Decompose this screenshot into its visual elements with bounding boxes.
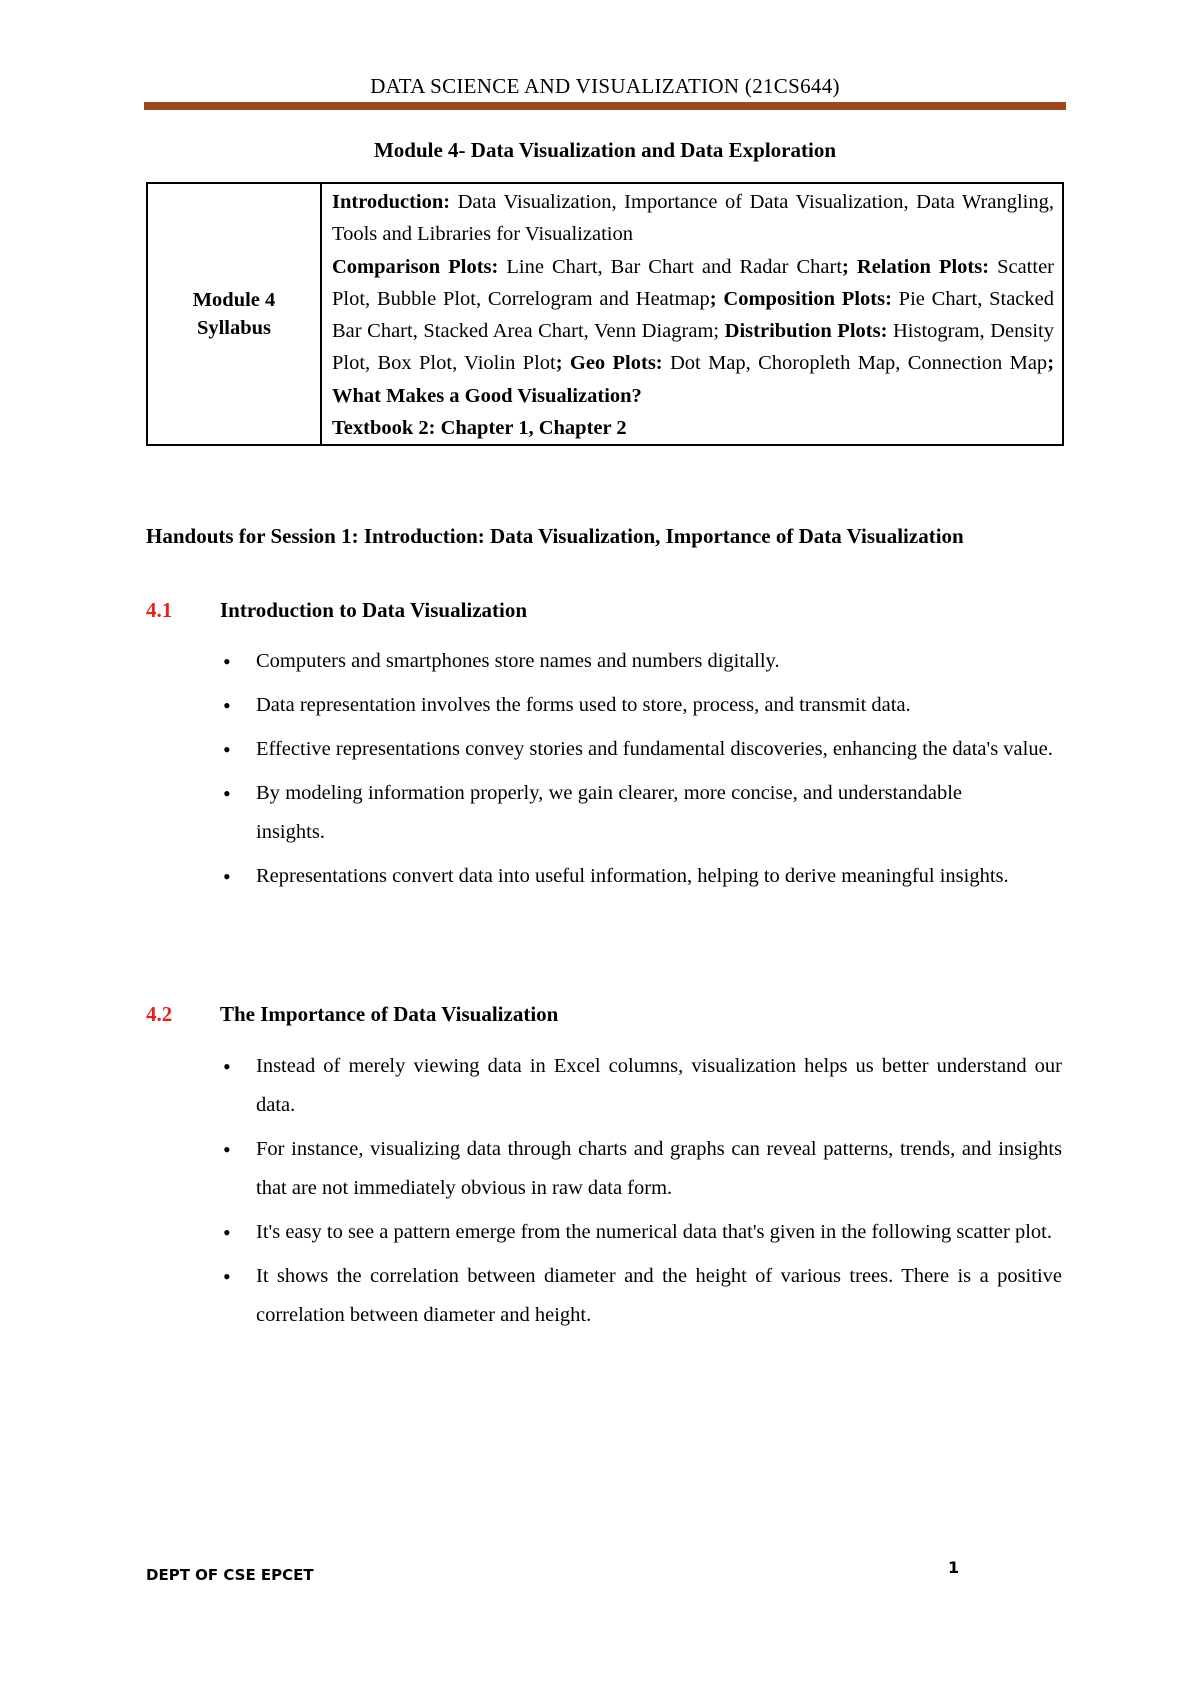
syllabus-label-module: Module 4	[192, 289, 276, 312]
syllabus-textbook: Textbook 2: Chapter 1, Chapter 2	[332, 417, 627, 440]
syllabus-comparison-text: Line Chart, Bar Chart and Radar Chart	[498, 255, 843, 278]
syllabus-composition-text: Pie Chart, Stacked Bar Chart, Stacked Area Chart, Venn Diagram	[332, 287, 1054, 343]
syllabus-separator: ;	[709, 287, 724, 310]
handout-heading: Handouts for Session 1: Introduction: Data Visualization, Importance of Data Visualization	[146, 524, 964, 548]
section-title: Introduction to Data Visualization	[220, 598, 528, 622]
section-number: 4.2	[146, 1002, 173, 1026]
list-item: • It's easy to see a pattern emerge from the numerical data that's given in the following scatter plot.	[220, 1213, 1062, 1252]
syllabus-intro-label: Introduction:	[332, 191, 451, 213]
syllabus-separator: ;	[713, 320, 725, 343]
bullet-list-section-4-1	[220, 642, 1062, 901]
syllabus-distribution-label: Distribution Plots:	[724, 320, 888, 343]
syllabus-geo-text: Dot Map, Choropleth Map, Connection Map	[662, 352, 1048, 375]
syllabus-relation-label: Relation Plots:	[856, 255, 990, 278]
section-number: 4.1	[146, 598, 173, 622]
list-item: • Instead of merely viewing data in Excel columns, visualization helps us better understand our data.	[220, 1047, 1062, 1125]
list-item: • Representations convert data into useful information, helping to derive meaningful insights.	[220, 857, 1062, 896]
list-item: • For instance, visualizing data through charts and graphs can reveal patterns, trends, and insights that are not immediately obvious in raw data form.	[220, 1130, 1062, 1208]
syllabus-separator: ;	[842, 255, 857, 278]
syllabus-relation-text: Scatter Plot, Bubble Plot, Correlogram and Heatmap	[332, 255, 1054, 310]
running-header-title: DATA SCIENCE AND VISUALIZATION (21CS644)	[370, 74, 840, 98]
section-title: The Importance of Data Visualization	[220, 1002, 559, 1026]
syllabus-separator: ;	[555, 352, 570, 375]
syllabus-geo-label: Geo Plots:	[569, 352, 663, 375]
syllabus-distribution-text: Histogram, Density Plot, Box Plot, Violin Plot	[332, 320, 1054, 375]
section-heading-4-2	[146, 1002, 558, 1027]
bullet-list-section-4-2	[220, 1047, 1062, 1340]
module-title: Module 4- Data Visualization and Data Exploration	[373, 138, 837, 162]
footer-department: DEPT OF CSE EPCET	[146, 1566, 314, 1584]
syllabus-separator: ;	[1047, 352, 1055, 375]
syllabus-intro-text: Data Visualization, Importance of Data Visualization, Data Wrangling, Tools and Libraries for Visualization	[332, 191, 1054, 246]
list-item: • By modeling information properly, we gain clearer, more concise, and understandable insights.	[220, 774, 1062, 852]
header-rule	[144, 102, 1066, 110]
syllabus-label-syllabus: Syllabus	[196, 317, 272, 340]
syllabus-comparison-label: Comparison Plots:	[332, 255, 499, 278]
syllabus-label-cell	[147, 183, 321, 445]
syllabus-composition-label: Composition Plots:	[723, 287, 892, 310]
list-item: • Computers and smartphones store names and numbers digitally.	[220, 642, 1062, 681]
list-item: • Effective representations convey stories and fundamental discoveries, enhancing the data's value.	[220, 730, 1062, 769]
syllabus-table	[146, 182, 1064, 446]
syllabus-good-visualization: What Makes a Good Visualization?	[332, 384, 642, 407]
section-heading-4-1	[146, 598, 527, 623]
list-item: • It shows the correlation between diameter and the height of various trees. There is a positive correlation between diameter and height.	[220, 1257, 1062, 1335]
list-item: • Data representation involves the forms used to store, process, and transmit data.	[220, 686, 1062, 725]
syllabus-content-cell	[321, 183, 1063, 445]
footer-page-number: 1	[948, 1558, 960, 1577]
